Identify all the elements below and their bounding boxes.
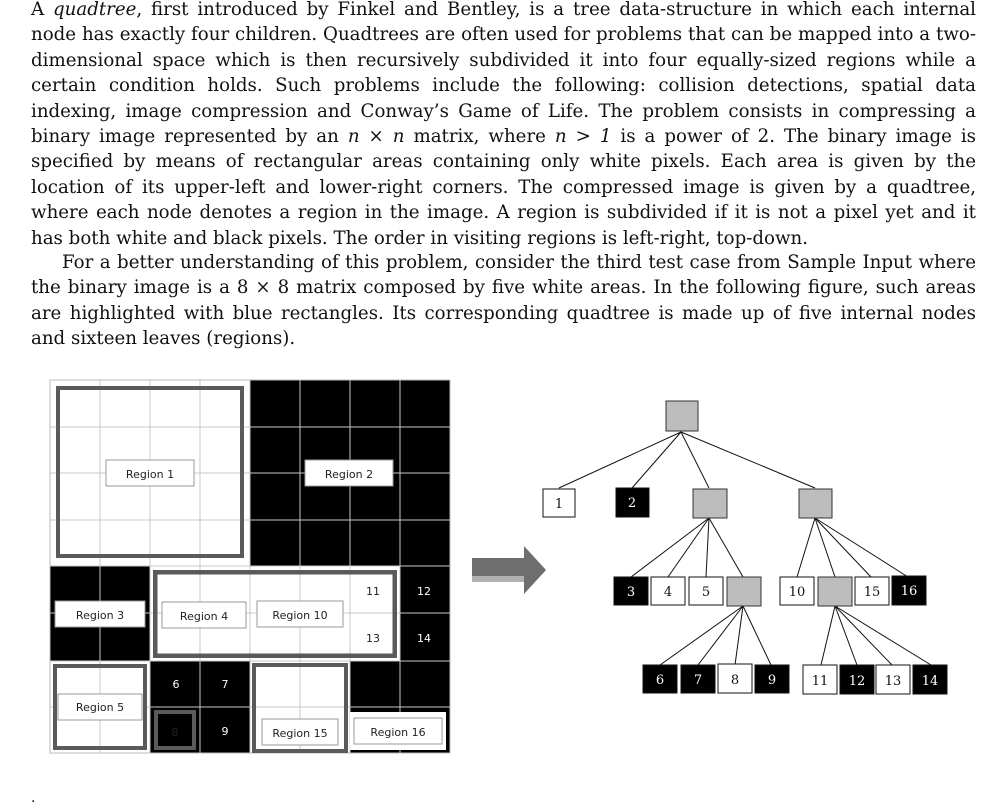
region-2-label: Region 2 xyxy=(324,468,374,481)
svg-text:9: 9 xyxy=(767,673,777,688)
region-1-label: Region 1 xyxy=(125,468,175,481)
region-5-label: Region 5 xyxy=(75,701,125,714)
svg-text:4: 4 xyxy=(663,585,673,600)
quadtree-diagram xyxy=(543,401,947,694)
region-15-label: Region 15 xyxy=(272,727,328,740)
cell-9: 9 xyxy=(221,725,229,738)
tree-root-node xyxy=(666,401,698,431)
svg-text:2: 2 xyxy=(627,496,637,511)
paragraph-example: For a better understanding of this problem, consider the third test case from Sample Input where the binary image is a 8 × 8 matrix composed by five white areas. In the following figure, such areas are highlighted with blue rectangles. Its corresponding quadtree is made up of five internal nodes and sixteen leaves (regions). xyxy=(31,252,976,350)
cell-7: 7 xyxy=(221,678,229,691)
cell-6: 6 xyxy=(172,678,180,691)
region-10-label: Region 10 xyxy=(272,609,328,622)
svg-text:8: 8 xyxy=(730,673,740,688)
svg-text:5: 5 xyxy=(701,585,711,600)
tree-internal-node xyxy=(693,489,727,518)
svg-text:11: 11 xyxy=(811,674,829,689)
svg-text:3: 3 xyxy=(626,585,636,600)
region-16-label: Region 16 xyxy=(370,726,426,739)
svg-text:15: 15 xyxy=(863,585,881,600)
cell-11: 11 xyxy=(366,585,380,598)
cell-12: 12 xyxy=(417,585,431,598)
term-quadtree: quadtree xyxy=(53,0,137,20)
cell-8: 8 xyxy=(171,726,179,739)
cell-14: 14 xyxy=(417,632,431,645)
svg-text:10: 10 xyxy=(788,585,806,600)
region-3-label: Region 3 xyxy=(75,609,125,622)
tree-internal-node xyxy=(799,489,832,518)
tree-internal-node xyxy=(727,577,761,606)
svg-text:6: 6 xyxy=(655,673,665,688)
svg-text:12: 12 xyxy=(848,674,866,689)
binary-image-grid xyxy=(50,380,450,753)
svg-text:16: 16 xyxy=(900,584,918,599)
footer-mark: . xyxy=(31,790,36,806)
region-4-label: Region 4 xyxy=(179,610,229,623)
svg-text:1: 1 xyxy=(554,497,564,512)
cell-13: 13 xyxy=(366,632,380,645)
right-arrow-icon xyxy=(472,546,546,594)
tree-internal-node xyxy=(818,577,852,606)
svg-text:14: 14 xyxy=(921,674,939,689)
svg-text:13: 13 xyxy=(884,674,902,689)
svg-text:7: 7 xyxy=(693,673,703,688)
paragraph-intro: A quadtree, first introduced by Finkel and Bentley, is a tree data-structure in which each internal node has exactly four children. Quadtrees are often used for problems that can be mapped into a two-dimensional space which is then recursively subdivided it into four equally-sized regions while a certain condition holds. Such problems include the following: collision detections, spatial data indexing, image compression and Conway’s Game of Life. The problem consists in compressing a binary image represented by an n × n matrix, where n > 1 is a power of 2. The binary image is specified by means of rectangular areas containing only white pixels. Each area is given by the location of its upper-left and lower-right corners. The compressed image is given by a quadtree, where each node denotes a region in the image. A region is subdivided if it is not a pixel yet and it has both white and black pixels. The order in visiting regions is left-right, top-down. xyxy=(31,0,977,249)
